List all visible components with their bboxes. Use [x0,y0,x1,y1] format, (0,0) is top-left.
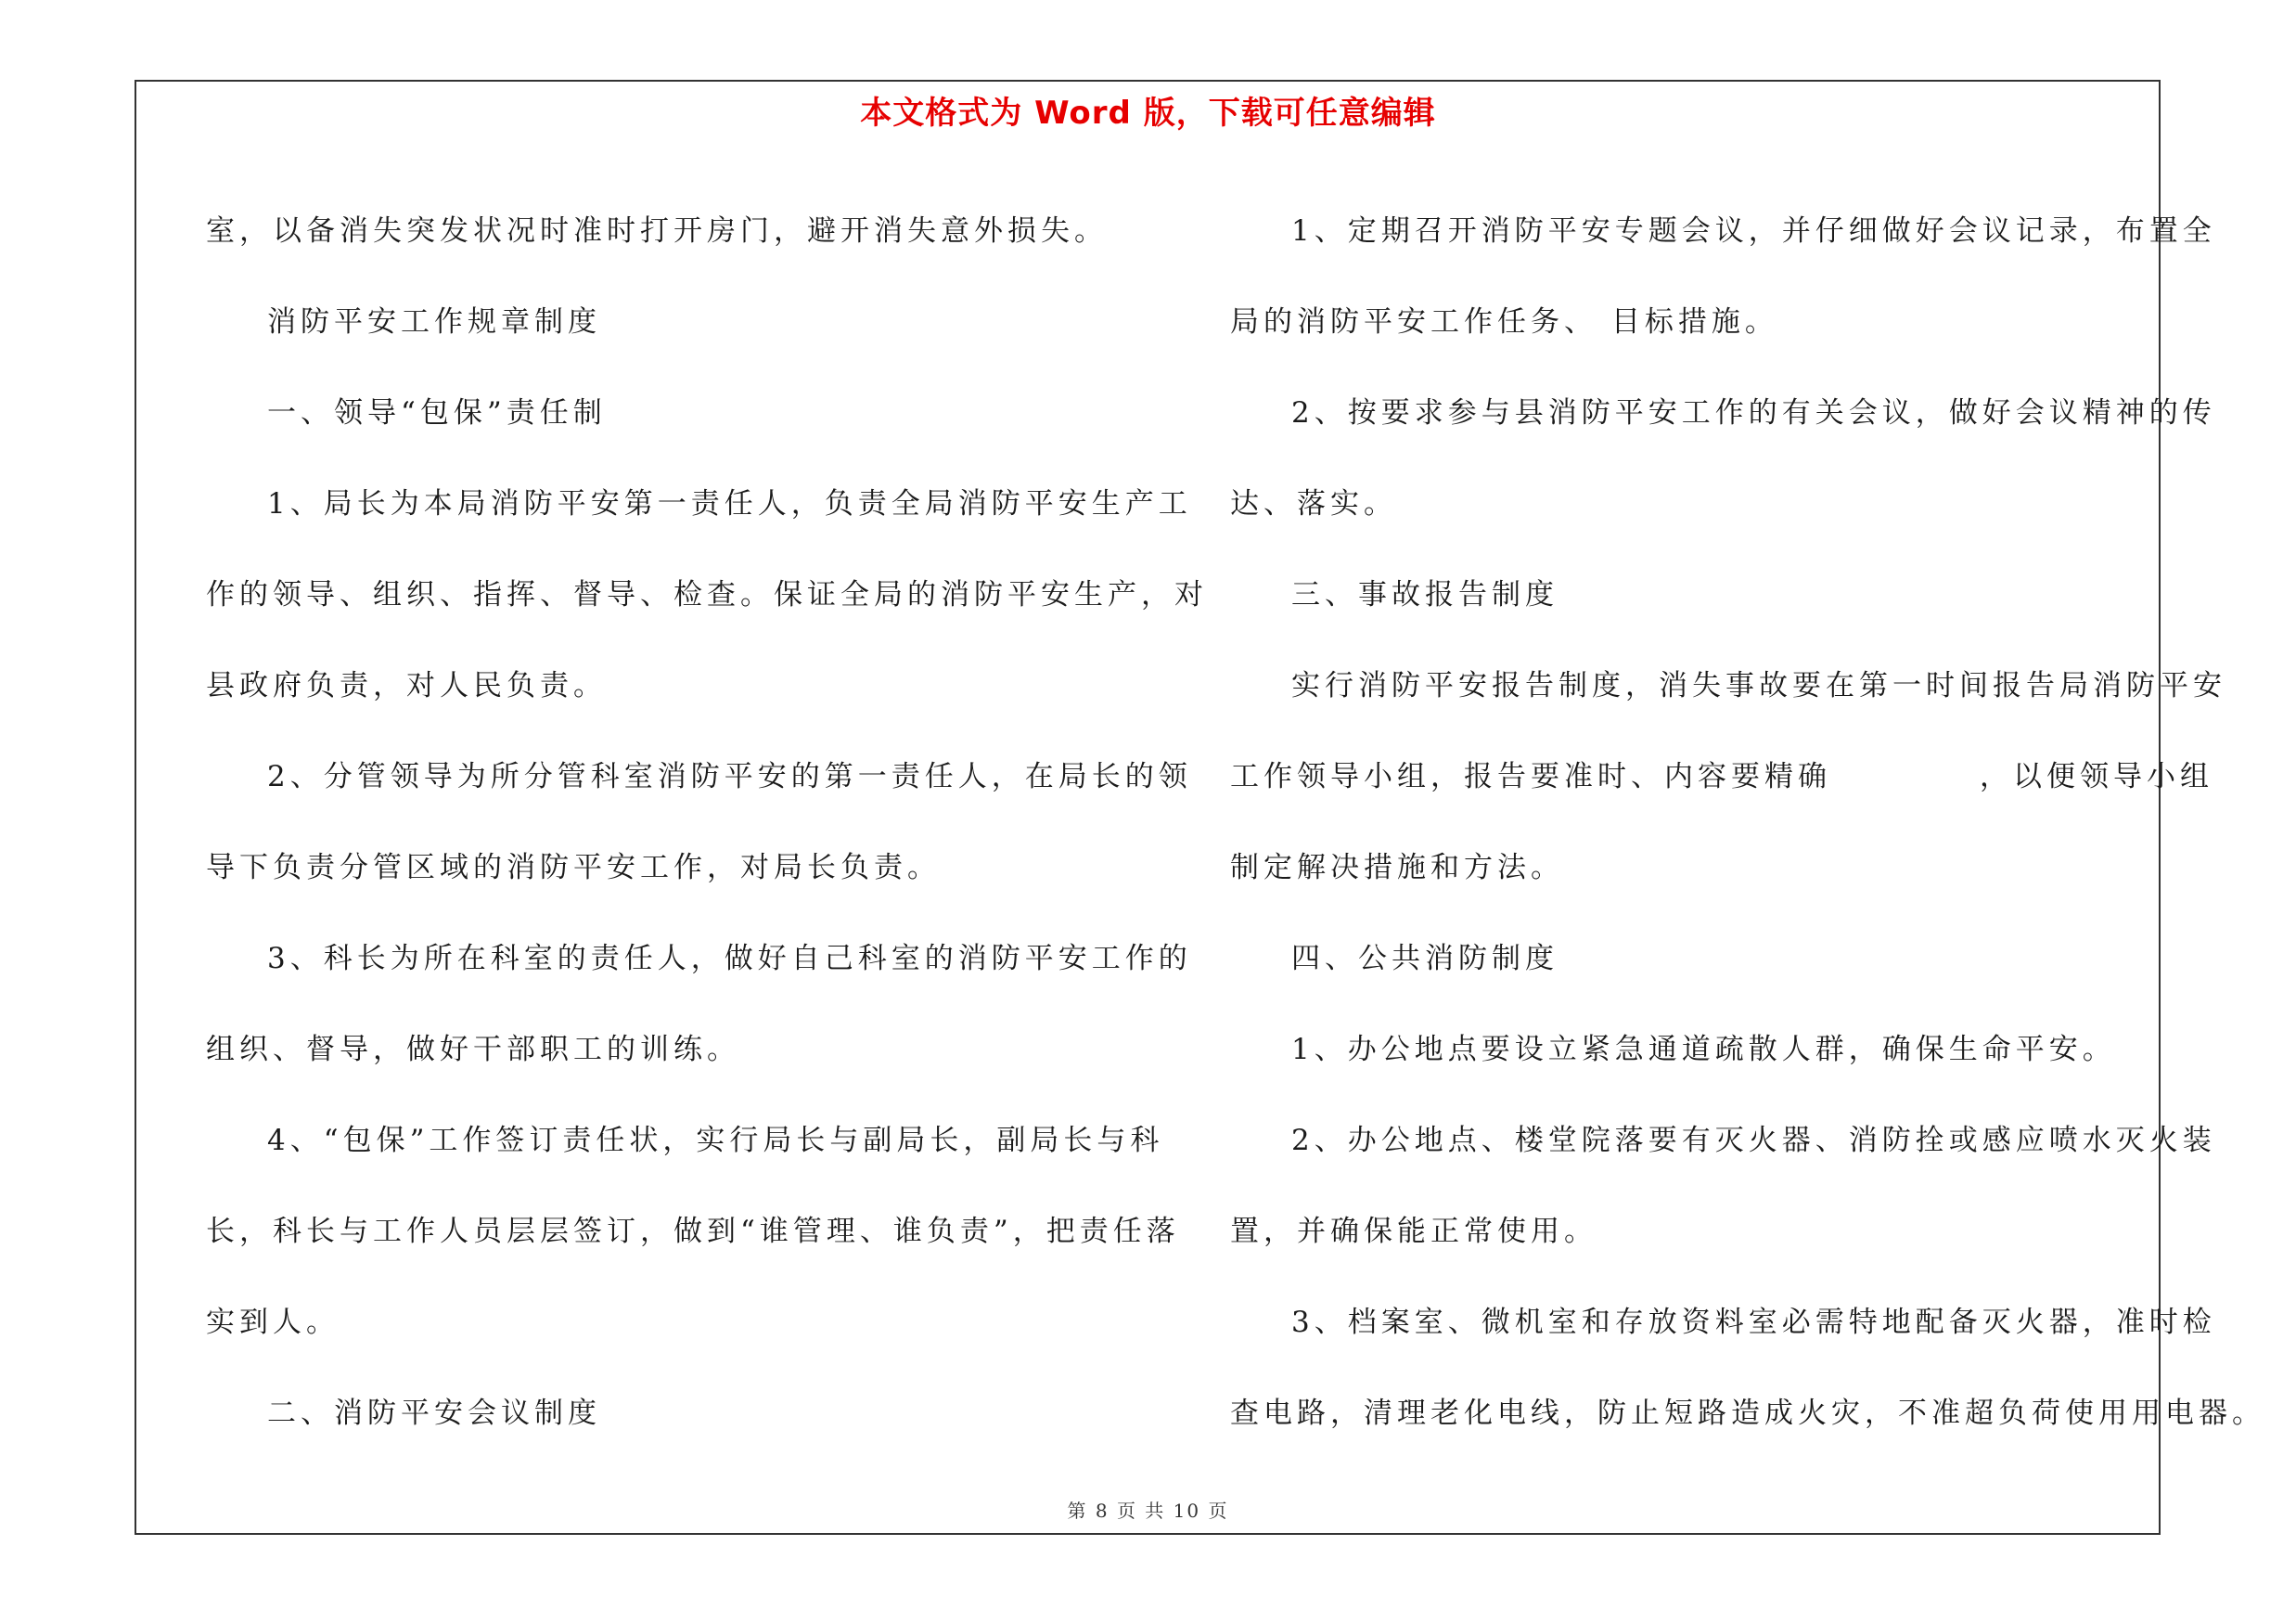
paragraph-line: 1、定期召开消防平安专题会议，并仔细做好会议记录，布置全 [1291,214,2216,248]
section-title: 消防平安工作规章制度 [267,305,601,339]
paragraph-line: 3、档案室、微机室和存放资料室必需特地配备灭火器，准时检 [1291,1306,2216,1339]
section-heading: 二、消防平安会议制度 [267,1397,601,1430]
paragraph-line: 长，科长与工作人员层层签订，做到“谁管理、谁负责”，把责任落 [206,1215,1180,1248]
paragraph-line: 组织、督导，做好干部职工的训练。 [206,1033,740,1066]
paragraph-line: 作的领导、组织、指挥、督导、检查。保证全局的消防平安生产，对 [206,578,1208,612]
page-number: 第 8 页 共 10 页 [1067,1500,1229,1522]
paragraph-line: 1、办公地点要设立紧急通道疏散人群，确保生命平安。 [1291,1033,2116,1066]
paragraph-line: 2、分管领导为所分管科室消防平安的第一责任人，在局长的领 [267,760,1192,793]
paragraph-line: 县政府负责，对人民负责。 [206,669,607,702]
paragraph-line: 实行消防平安报告制度，消失事故要在第一时间报告局消防平安 [1291,669,2226,702]
paragraph-line: 室，以备消失突发状况时准时打开房门，避开消失意外损失。 [206,214,1108,248]
section-heading: 四、公共消防制度 [1291,942,1558,975]
paragraph-line: 1、局长为本局消防平安第一责任人，负责全局消防平安生产工 [267,487,1192,521]
paragraph-line: 置，并确保能正常使用。 [1230,1215,1597,1248]
section-heading: 一、领导“包保”责任制 [267,396,607,430]
format-banner: 本文格式为 Word 版，下载可任意编辑 [860,95,1436,132]
paragraph-line: 2、按要求参与县消防平安工作的有关会议，做好会议精神的传 [1291,396,2216,430]
paragraph-line: 2、办公地点、楼堂院落要有灭火器、消防拴或感应喷水灭火装 [1291,1124,2216,1157]
left-column [206,186,1208,1459]
paragraph-line: 查电路，清理老化电线，防止短路造成火灾，不准超负荷使用用电器。 [1230,1397,2265,1430]
right-column [1230,186,2265,1459]
paragraph-line: 局的消防平安工作任务、 目标措施。 [1230,305,1778,339]
line-segment: ，以便领导小组 [1980,760,2213,793]
paragraph-line: 导下负责分管区域的消防平安工作，对局长负责。 [206,851,941,884]
paragraph-line: 3、科长为所在科室的责任人，做好自己科室的消防平安工作的 [267,942,1192,975]
paragraph-line: 实到人。 [206,1306,340,1339]
paragraph-line: 达、落实。 [1230,487,1397,521]
paragraph-line: 4、“包保”工作签订责任状，实行局长与副局长，副局长与科 [267,1124,1164,1157]
line-segment: 工作领导小组，报告要准时、内容要精确 [1230,760,1831,793]
paragraph-line [1230,731,2213,822]
paragraph-line: 制定解决措施和方法。 [1230,851,1564,884]
section-heading: 三、事故报告制度 [1291,578,1558,612]
